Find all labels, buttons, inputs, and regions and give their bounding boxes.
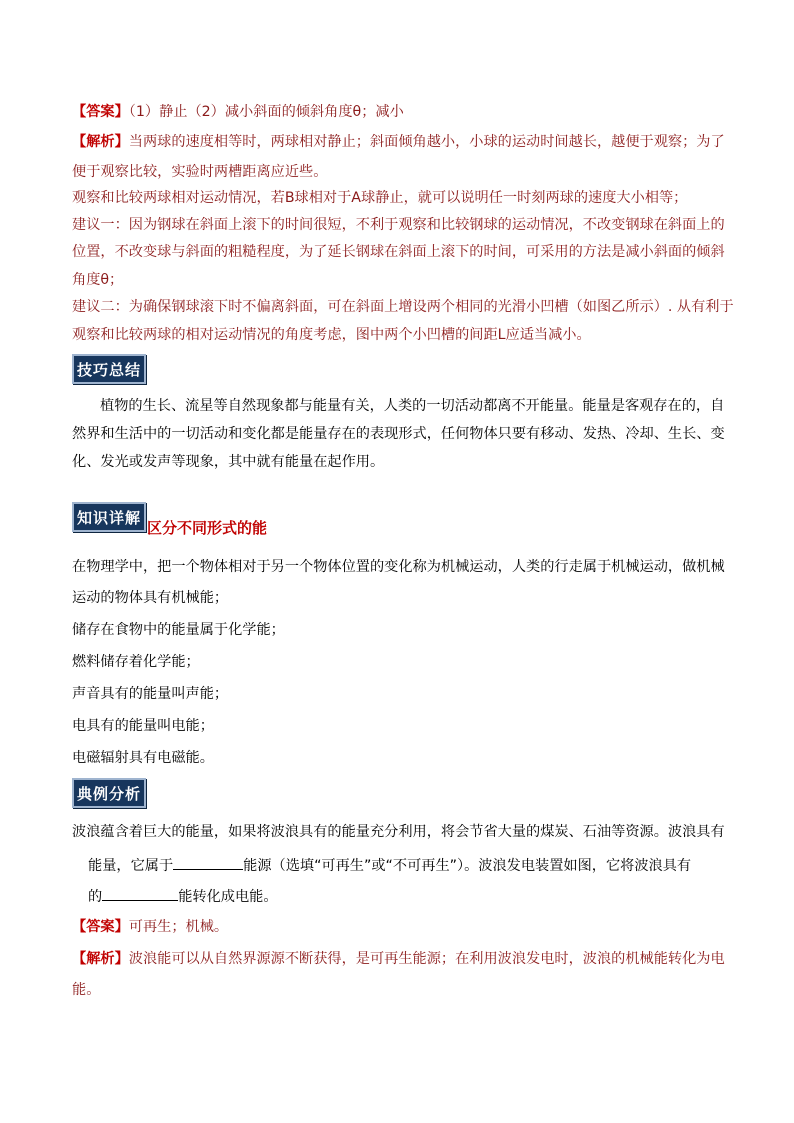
knowledge-line: 储存在食物中的能量属于化学能； xyxy=(72,622,285,638)
question-text: 能量，它属于 xyxy=(88,858,174,874)
answer-tag: 【答案】 xyxy=(72,104,129,120)
answer-blank-2[interactable] xyxy=(102,886,178,901)
knowledge-line: 电磁辐射具有电磁能。 xyxy=(72,750,214,766)
example-badge: 典例分析 xyxy=(72,778,146,808)
answer-text: 可再生；机械。 xyxy=(128,919,229,935)
analysis-tag: 【解析】 xyxy=(72,134,129,150)
question-text: 能转化成电能。 xyxy=(178,889,278,905)
knowledge-line: 声音具有的能量叫声能； xyxy=(72,686,229,702)
analysis-line: 角度θ； xyxy=(72,272,124,288)
tips-line: 植物的生长、流星等自然现象都与能量有关，人类的一切活动都离不开能量。能量是客观存在的，自 xyxy=(100,398,725,414)
analysis-text: 波浪能可以从自然界源源不断获得，是可再生能源；在利用波浪发电时，波浪的机械能转化为电 xyxy=(128,951,725,967)
section-title: 区分不同形式的能 xyxy=(147,519,268,537)
analysis-line: 建议二：为确保钢球滚下时不偏离斜面，可在斜面上增设两个相同的光滑小凹槽（如图乙所示）. 从有利于 xyxy=(72,299,734,315)
knowledge-line: 在物理学中，把一个物体相对于另一个物体位置的变化称为机械运动，人类的行走属于机械运动，做机械 xyxy=(72,559,725,575)
analysis-tag: 【解析】 xyxy=(72,951,129,967)
tips-badge: 技巧总结 xyxy=(72,354,146,384)
answer-blank-1[interactable] xyxy=(173,855,243,870)
knowledge-badge: 知识详解 xyxy=(72,502,146,532)
answer-tag: 【答案】 xyxy=(72,919,129,935)
analysis-line: 位置，不改变球与斜面的粗糙程度，为了延长钢球在斜面上滚下的时间，可采用的方法是减小斜面的倾斜 xyxy=(72,244,725,260)
question-line-3 xyxy=(88,886,278,907)
example-analysis-line-1 xyxy=(72,949,725,969)
question-text: 的 xyxy=(88,889,103,905)
question-line-1: 波浪蕴含着巨大的能量，如果将波浪具有的能量充分利用，将会节省大量的煤炭、石油等资源。波浪具有 xyxy=(72,824,725,840)
analysis-line: 建议一：因为钢球在斜面上滚下的时间很短，不利于观察和比较钢球的运动情况，不改变钢球在斜面上的 xyxy=(72,217,725,233)
example-analysis-line-2: 能。 xyxy=(72,982,101,998)
knowledge-line: 运动的物体具有机械能； xyxy=(72,590,229,606)
analysis-line: 便于观察比较，实验时两槽距离应近些。 xyxy=(72,164,328,180)
tips-line: 化、发光或发声等现象，其中就有能量在起作用。 xyxy=(72,454,385,470)
knowledge-line: 电具有的能量叫电能； xyxy=(72,718,214,734)
analysis-text: 当两球的速度相等时，两球相对静止；斜面倾角越小，小球的运动时间越长，越便于观察；为了 xyxy=(128,134,725,150)
answer-line-1 xyxy=(72,102,404,122)
analysis-line: 观察和比较两球的相对运动情况的角度考虑，图中两个小凹槽的间距L应适当减小。 xyxy=(72,327,591,343)
analysis-line-1 xyxy=(72,132,725,152)
tips-line: 然界和生活中的一切活动和变化都是能量存在的表现形式，任何物体只要有移动、发热、冷却、生长、变 xyxy=(72,426,725,442)
analysis-line: 观察和比较两球相对运动情况，若B球相对于A球静止，就可以说明任一时刻两球的速度大小相等； xyxy=(72,190,688,206)
question-line-2 xyxy=(88,855,691,876)
answer-text: （1）静止（2）减小斜面的倾斜角度θ；减小 xyxy=(128,104,404,120)
question-text: 能源（选填“可再生”或“不可再生”）。波浪发电装置如图，它将波浪具有 xyxy=(243,858,692,874)
example-answer-line xyxy=(72,917,228,937)
knowledge-line: 燃料储存着化学能； xyxy=(72,654,200,670)
